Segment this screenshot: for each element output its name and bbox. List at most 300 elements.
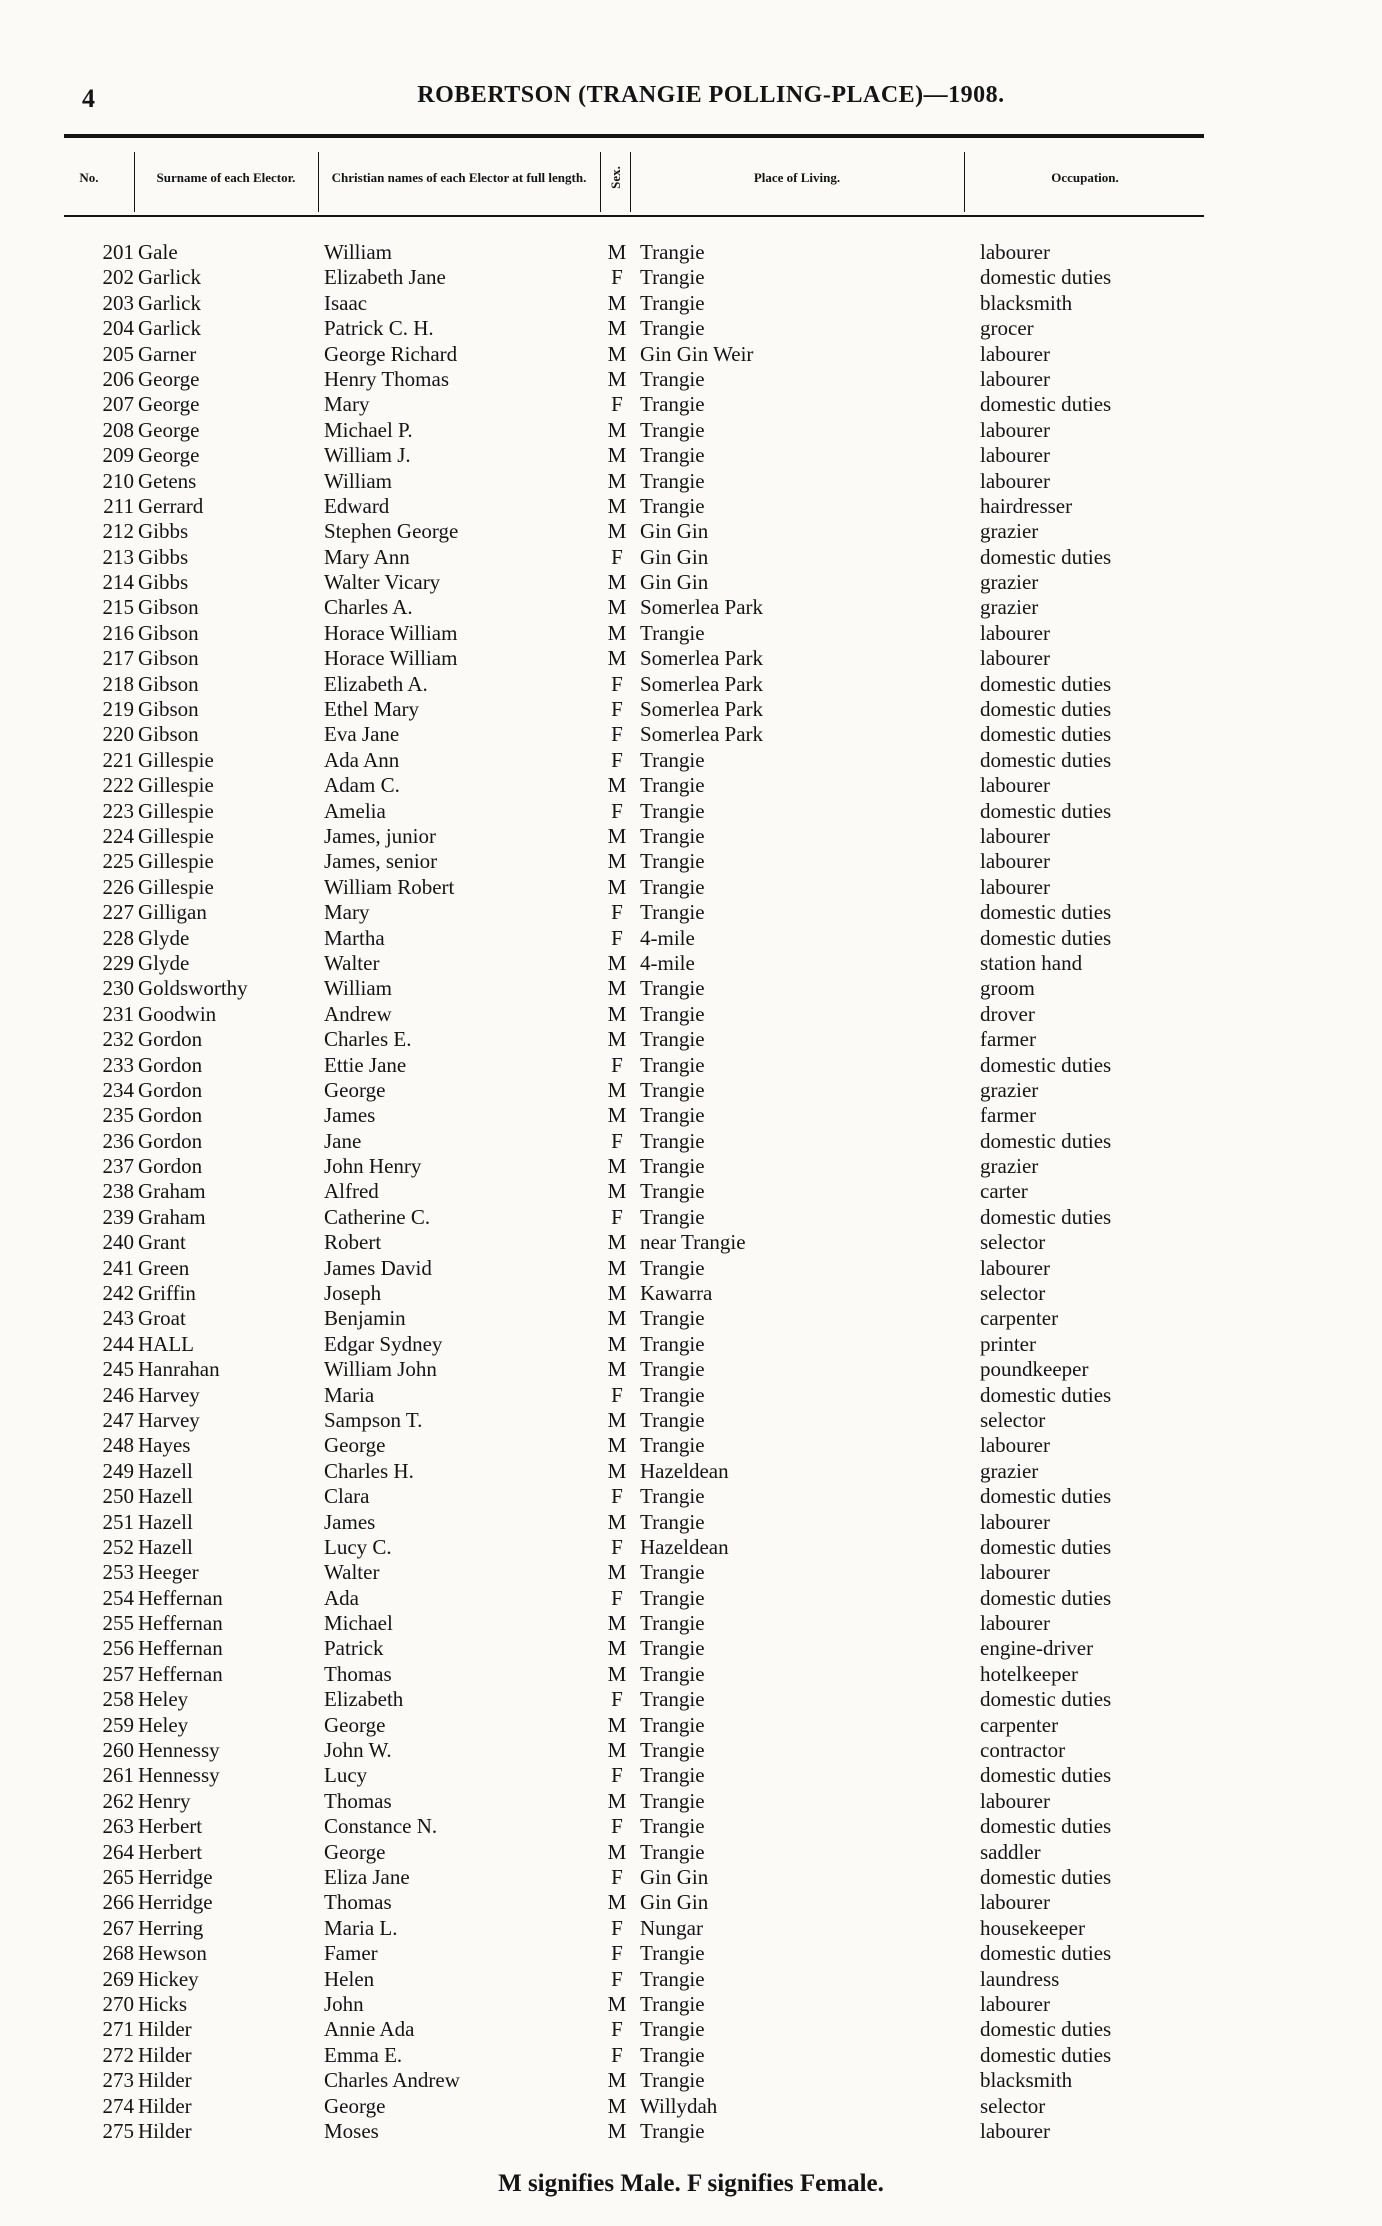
elector-occupation: labourer	[980, 1991, 1050, 2016]
elector-christian-names: James	[324, 1509, 376, 1534]
elector-christian-names: Elizabeth A.	[324, 671, 428, 696]
table-row	[0, 1687, 1382, 1712]
elector-sex: F	[611, 925, 623, 950]
elector-number: 262	[102, 1788, 134, 1813]
elector-sex: M	[607, 1001, 627, 1026]
elector-occupation: labourer	[980, 1611, 1050, 1636]
elector-place: Trangie	[640, 1179, 705, 1204]
table-row	[0, 1053, 1382, 1078]
elector-sex: M	[607, 1027, 627, 1052]
table-row	[0, 1129, 1382, 1154]
elector-sex: M	[607, 366, 627, 391]
table-row	[0, 875, 1382, 900]
elector-occupation: labourer	[980, 2118, 1050, 2143]
table-row	[0, 2043, 1382, 2068]
elector-number: 273	[102, 2068, 134, 2093]
elector-occupation: domestic duties	[980, 1128, 1112, 1153]
elector-number: 220	[102, 722, 134, 747]
elector-occupation: housekeeper	[980, 1915, 1085, 1940]
elector-place: Trangie	[640, 1661, 705, 1686]
elector-occupation: domestic duties	[980, 1585, 1112, 1610]
table-row	[0, 1865, 1382, 1890]
elector-christian-names: James	[324, 1103, 376, 1128]
elector-number: 201	[102, 240, 134, 264]
elector-place: Trangie	[640, 366, 705, 391]
table-row	[0, 1611, 1382, 1636]
elector-occupation: labourer	[980, 1560, 1050, 1585]
elector-number: 256	[102, 1636, 134, 1661]
elector-christian-names: Robert	[324, 1230, 382, 1255]
elector-number: 227	[102, 900, 134, 925]
table-row	[0, 2068, 1382, 2093]
elector-sex: M	[607, 823, 627, 848]
table-row	[0, 1230, 1382, 1255]
elector-place: Trangie	[640, 1103, 705, 1128]
elector-sex: F	[611, 1915, 623, 1940]
elector-surname: Goldsworthy	[138, 976, 248, 1001]
table-row	[0, 773, 1382, 798]
elector-place: Trangie	[640, 1941, 705, 1966]
elector-occupation: printer	[980, 1331, 1036, 1356]
elector-number: 204	[102, 316, 134, 341]
table-row	[0, 1433, 1382, 1458]
elector-surname: George	[138, 366, 200, 391]
elector-christian-names: Thomas	[324, 1890, 392, 1915]
elector-place: Trangie	[640, 1687, 705, 1712]
elector-sex: M	[607, 1331, 627, 1356]
table-row	[0, 900, 1382, 925]
elector-number: 265	[102, 1865, 134, 1889]
elector-surname: George	[138, 392, 200, 417]
elector-place: Trangie	[640, 1484, 705, 1509]
elector-sex: M	[607, 240, 627, 264]
elector-place: Trangie	[640, 1433, 705, 1458]
elector-number: 260	[102, 1738, 134, 1763]
elector-christian-names: Lucy	[324, 1763, 368, 1788]
table-row	[0, 2094, 1382, 2119]
table-row	[0, 672, 1382, 697]
elector-occupation: labourer	[980, 620, 1050, 645]
elector-place: Trangie	[640, 1306, 705, 1331]
table-row	[0, 976, 1382, 1001]
elector-christian-names: Emma E.	[324, 2042, 403, 2067]
elector-christian-names: Amelia	[324, 798, 386, 823]
elector-surname: Gordon	[138, 1128, 203, 1153]
elector-sex: F	[611, 1534, 623, 1559]
elector-place: Gin Gin	[640, 1890, 709, 1915]
elector-number: 216	[102, 620, 134, 645]
elector-number: 270	[102, 1991, 134, 2016]
header-surname: Surname of each Elector.	[156, 169, 296, 185]
elector-occupation: grocer	[980, 316, 1034, 341]
elector-number: 211	[103, 493, 134, 518]
elector-number: 234	[102, 1077, 134, 1102]
elector-occupation: grazier	[980, 595, 1039, 620]
elector-christian-names: Eva Jane	[324, 722, 400, 747]
elector-sex: F	[611, 1052, 623, 1077]
table-row	[0, 849, 1382, 874]
elector-surname: Hilder	[138, 2093, 192, 2118]
table-row	[0, 1408, 1382, 1433]
elector-surname: Gordon	[138, 1027, 203, 1052]
elector-surname: Hicks	[138, 1991, 187, 2016]
elector-sex: F	[611, 798, 623, 823]
elector-number: 202	[102, 265, 134, 290]
elector-number: 230	[102, 976, 134, 1001]
sex-legend: M signifies Male. F signifies Female.	[498, 2170, 884, 2197]
elector-surname: Herridge	[138, 1890, 213, 1915]
elector-number: 237	[102, 1154, 134, 1179]
elector-place: Trangie	[640, 1991, 705, 2016]
elector-number: 226	[102, 874, 134, 899]
elector-place: Trangie	[640, 849, 705, 874]
elector-christian-names: Horace William	[324, 646, 458, 671]
elector-occupation: farmer	[980, 1103, 1036, 1128]
elector-surname: Harvey	[138, 1407, 200, 1432]
elector-christian-names: Joseph	[324, 1281, 382, 1306]
elector-sex: M	[607, 2068, 627, 2093]
elector-number: 272	[102, 2042, 134, 2067]
elector-number: 229	[102, 950, 134, 975]
elector-occupation: domestic duties	[980, 671, 1112, 696]
table-row	[0, 1002, 1382, 1027]
elector-sex: F	[611, 544, 623, 569]
elector-number: 231	[102, 1001, 134, 1026]
elector-surname: Henry	[138, 1788, 191, 1813]
table-row	[0, 1027, 1382, 1052]
elector-place: Trangie	[640, 2068, 705, 2093]
elector-surname: Heffernan	[138, 1636, 223, 1661]
elector-surname: Herridge	[138, 1865, 213, 1889]
elector-sex: M	[607, 1154, 627, 1179]
elector-surname: Gordon	[138, 1103, 203, 1128]
table-row	[0, 824, 1382, 849]
elector-sex: F	[611, 1382, 623, 1407]
elector-place: Trangie	[640, 1585, 705, 1610]
elector-surname: Garlick	[138, 316, 201, 341]
table-row	[0, 1967, 1382, 1992]
elector-christian-names: Isaac	[324, 290, 368, 315]
elector-christian-names: Michael	[324, 1611, 393, 1636]
elector-number: 222	[102, 773, 134, 798]
elector-number: 232	[102, 1027, 134, 1052]
table-row	[0, 316, 1382, 341]
elector-number: 242	[102, 1281, 134, 1306]
elector-place: Trangie	[640, 290, 705, 315]
elector-place: Trangie	[640, 240, 705, 264]
elector-surname: Heeger	[138, 1560, 199, 1585]
elector-occupation: hairdresser	[980, 493, 1073, 518]
elector-place: Trangie	[640, 620, 705, 645]
elector-number: 217	[102, 646, 134, 671]
elector-occupation: domestic duties	[980, 544, 1112, 569]
elector-occupation: laundress	[980, 1966, 1060, 1991]
elector-sex: M	[607, 1255, 627, 1280]
elector-surname: Gibson	[138, 646, 199, 671]
elector-place: Somerlea Park	[640, 671, 764, 696]
elector-surname: Hazell	[138, 1484, 193, 1509]
table-header	[64, 140, 1204, 214]
elector-surname: Gibson	[138, 697, 199, 722]
elector-christian-names: John Henry	[324, 1154, 422, 1179]
elector-place: Gin Gin	[640, 544, 709, 569]
elector-sex: F	[611, 1128, 623, 1153]
elector-christian-names: Constance N.	[324, 1814, 438, 1839]
elector-list	[0, 240, 1382, 2144]
elector-number: 271	[102, 2017, 134, 2042]
elector-place: Somerlea Park	[640, 722, 764, 747]
elector-place: Trangie	[640, 392, 705, 417]
elector-place: Trangie	[640, 1407, 705, 1432]
elector-christian-names: Ada	[324, 1585, 359, 1610]
table-row	[0, 1510, 1382, 1535]
elector-place: Trangie	[640, 1763, 705, 1788]
elector-place: Hazeldean	[640, 1534, 729, 1559]
elector-christian-names: Alfred	[324, 1179, 379, 1204]
elector-sex: M	[607, 1230, 627, 1255]
elector-number: 224	[102, 823, 134, 848]
elector-place: Trangie	[640, 1509, 705, 1534]
elector-sex: M	[607, 1433, 627, 1458]
elector-occupation: labourer	[980, 417, 1050, 442]
table-row	[0, 621, 1382, 646]
elector-surname: Hazell	[138, 1458, 193, 1483]
page-title: ROBERTSON (TRANGIE POLLING-PLACE)—1908.	[417, 82, 1005, 108]
elector-place: Trangie	[640, 2017, 705, 2042]
elector-sex: M	[607, 1509, 627, 1534]
elector-number: 248	[102, 1433, 134, 1458]
elector-christian-names: Martha	[324, 925, 385, 950]
elector-place: Gin Gin	[640, 1865, 709, 1889]
elector-christian-names: James David	[324, 1255, 432, 1280]
elector-occupation: domestic duties	[980, 2042, 1112, 2067]
table-row	[0, 1789, 1382, 1814]
elector-number: 254	[102, 1585, 134, 1610]
elector-sex: M	[607, 976, 627, 1001]
elector-occupation: labourer	[980, 366, 1050, 391]
elector-christian-names: Thomas	[324, 1661, 392, 1686]
elector-number: 205	[102, 341, 134, 366]
table-row	[0, 1154, 1382, 1179]
elector-place: Trangie	[640, 1357, 705, 1382]
table-row	[0, 1586, 1382, 1611]
elector-number: 274	[102, 2093, 134, 2118]
elector-place: Trangie	[640, 1611, 705, 1636]
table-row	[0, 1941, 1382, 1966]
elector-sex: M	[607, 316, 627, 341]
elector-surname: Gibson	[138, 620, 199, 645]
elector-occupation: domestic duties	[980, 1382, 1112, 1407]
header-occupation: Occupation.	[1051, 169, 1119, 185]
table-row	[0, 697, 1382, 722]
elector-sex: F	[611, 1941, 623, 1966]
elector-sex: F	[611, 722, 623, 747]
elector-christian-names: Charles H.	[324, 1458, 414, 1483]
elector-sex: M	[607, 1890, 627, 1915]
header-christian-names: Christian names of each Elector at full length.	[331, 169, 587, 185]
elector-place: Trangie	[640, 1814, 705, 1839]
elector-occupation: groom	[980, 976, 1035, 1001]
elector-sex: F	[611, 900, 623, 925]
elector-christian-names: George	[324, 1839, 386, 1864]
elector-place: Trangie	[640, 417, 705, 442]
elector-place: Trangie	[640, 874, 705, 899]
table-row	[0, 1763, 1382, 1788]
table-row	[0, 494, 1382, 519]
elector-number: 266	[102, 1890, 134, 1915]
elector-sex: F	[611, 697, 623, 722]
elector-sex: M	[607, 1306, 627, 1331]
elector-sex: F	[611, 2042, 623, 2067]
table-row	[0, 1357, 1382, 1382]
elector-place: Trangie	[640, 1255, 705, 1280]
elector-occupation: poundkeeper	[980, 1357, 1089, 1382]
table-row	[0, 1738, 1382, 1763]
elector-sex: M	[607, 773, 627, 798]
header-sex	[601, 140, 629, 214]
elector-christian-names: Mary	[324, 392, 370, 417]
elector-christian-names: Benjamin	[324, 1306, 406, 1331]
elector-surname: Griffin	[138, 1281, 196, 1306]
elector-sex: M	[607, 1077, 627, 1102]
elector-place: Somerlea Park	[640, 646, 764, 671]
elector-number: 243	[102, 1306, 134, 1331]
elector-number: 235	[102, 1103, 134, 1128]
elector-sex: M	[607, 1788, 627, 1813]
elector-occupation: station hand	[980, 950, 1083, 975]
elector-number: 223	[102, 798, 134, 823]
elector-surname: Gibson	[138, 671, 199, 696]
elector-sex: M	[607, 849, 627, 874]
header-place: Place of Living.	[753, 169, 841, 185]
elector-place: Gin Gin Weir	[640, 341, 754, 366]
elector-christian-names: George Richard	[324, 341, 458, 366]
elector-number: 225	[102, 849, 134, 874]
elector-christian-names: Eliza Jane	[324, 1865, 410, 1889]
elector-number: 261	[102, 1763, 134, 1788]
elector-number: 233	[102, 1052, 134, 1077]
table-row	[0, 1383, 1382, 1408]
elector-sex: M	[607, 1103, 627, 1128]
elector-christian-names: Lucy C.	[324, 1534, 392, 1559]
elector-surname: Heffernan	[138, 1585, 223, 1610]
elector-surname: Gillespie	[138, 849, 214, 874]
elector-number: 255	[102, 1611, 134, 1636]
elector-christian-names: William	[324, 240, 392, 264]
elector-place: Trangie	[640, 1331, 705, 1356]
elector-occupation: saddler	[980, 1839, 1041, 1864]
elector-christian-names: Charles Andrew	[324, 2068, 460, 2093]
elector-occupation: grazier	[980, 1458, 1039, 1483]
table-row	[0, 951, 1382, 976]
elector-sex: F	[611, 265, 623, 290]
elector-christian-names: Ethel Mary	[324, 697, 420, 722]
elector-occupation: domestic duties	[980, 1484, 1112, 1509]
elector-christian-names: Charles A.	[324, 595, 413, 620]
elector-occupation: grazier	[980, 519, 1039, 544]
header-no: No.	[79, 169, 99, 185]
elector-occupation: domestic duties	[980, 1763, 1112, 1788]
elector-occupation: selector	[980, 1230, 1046, 1255]
elector-number: 245	[102, 1357, 134, 1382]
elector-number: 246	[102, 1382, 134, 1407]
elector-occupation: engine-driver	[980, 1636, 1094, 1661]
table-row	[0, 1306, 1382, 1331]
elector-surname: Hilder	[138, 2068, 192, 2093]
elector-place: Trangie	[640, 1788, 705, 1813]
elector-number: 207	[102, 392, 134, 417]
elector-occupation: domestic duties	[980, 1052, 1112, 1077]
elector-place: Gin Gin	[640, 519, 709, 544]
elector-surname: Garlick	[138, 290, 201, 315]
table-row	[0, 1281, 1382, 1306]
elector-sex: M	[607, 341, 627, 366]
elector-number: 263	[102, 1814, 134, 1839]
elector-sex: M	[607, 1458, 627, 1483]
elector-number: 268	[102, 1941, 134, 1966]
elector-occupation: selector	[980, 1281, 1046, 1306]
table-row	[0, 646, 1382, 671]
table-row	[0, 1840, 1382, 1865]
table-row	[0, 291, 1382, 316]
elector-sex: F	[611, 1814, 623, 1839]
elector-occupation: domestic duties	[980, 1814, 1112, 1839]
elector-sex: F	[611, 2017, 623, 2042]
elector-sex: M	[607, 290, 627, 315]
table-row	[0, 595, 1382, 620]
elector-surname: Gale	[138, 240, 178, 264]
elector-number: 250	[102, 1484, 134, 1509]
elector-christian-names: William J.	[324, 443, 411, 468]
elector-occupation: labourer	[980, 1433, 1050, 1458]
elector-place: Trangie	[640, 1052, 705, 1077]
elector-place: Trangie	[640, 1560, 705, 1585]
elector-occupation: grazier	[980, 570, 1039, 595]
elector-place: Willydah	[640, 2093, 718, 2118]
elector-surname: Gordon	[138, 1077, 203, 1102]
elector-occupation: domestic duties	[980, 1941, 1112, 1966]
elector-surname: Gillespie	[138, 798, 214, 823]
elector-surname: Hilder	[138, 2017, 192, 2042]
elector-number: 252	[102, 1534, 134, 1559]
elector-occupation: labourer	[980, 240, 1050, 264]
elector-surname: Gibbs	[138, 544, 189, 569]
elector-christian-names: Ettie Jane	[324, 1052, 407, 1077]
elector-number: 251	[102, 1509, 134, 1534]
elector-place: Hazeldean	[640, 1458, 729, 1483]
elector-number: 209	[102, 443, 134, 468]
elector-sex: F	[611, 671, 623, 696]
elector-number: 249	[102, 1458, 134, 1483]
elector-number: 210	[102, 468, 134, 493]
elector-occupation: selector	[980, 2093, 1046, 2118]
elector-surname: Harvey	[138, 1382, 200, 1407]
table-row	[0, 748, 1382, 773]
table-row	[0, 1713, 1382, 1738]
elector-place: Kawarra	[640, 1281, 713, 1306]
elector-occupation: blacksmith	[980, 290, 1073, 315]
elector-christian-names: Mary Ann	[324, 544, 410, 569]
elector-place: Trangie	[640, 823, 705, 848]
elector-christian-names: Ada Ann	[324, 747, 400, 772]
table-row	[0, 2017, 1382, 2042]
elector-occupation: domestic duties	[980, 798, 1112, 823]
elector-christian-names: Walter	[324, 950, 380, 975]
elector-occupation: domestic duties	[980, 1687, 1112, 1712]
elector-occupation: farmer	[980, 1027, 1036, 1052]
elector-place: 4-mile	[640, 950, 695, 975]
elector-surname: Hanrahan	[138, 1357, 220, 1382]
